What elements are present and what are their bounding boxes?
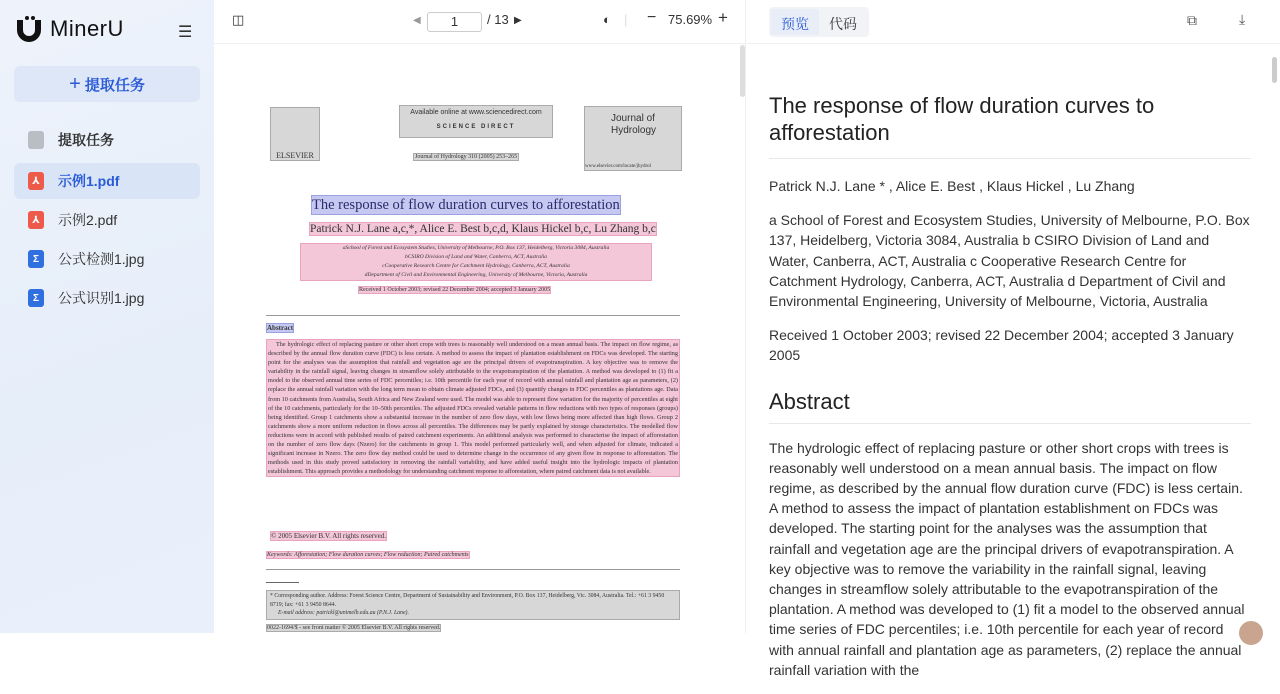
sciencedirect-banner [399, 105, 553, 138]
zoom-out-button[interactable]: − [647, 9, 657, 26]
md-authors: Patrick N.J. Lane * , Alice E. Best , Klaus Hickel , Lu Zhang [769, 178, 1135, 194]
affiliation: aSchool of Forest and Ecosystem Studies, University of Melbourne, P.O. Box 137, Heidelberg, Victoria 3084, Australia [342, 245, 610, 251]
pdf-icon: ⅄ [28, 172, 44, 190]
assistant-avatar[interactable] [1239, 621, 1263, 645]
markdown-viewer [747, 0, 1280, 678]
available-online: Available online at www.sciencedirect.com [410, 109, 542, 116]
sidebar-item-label: 示例2.pdf [58, 212, 118, 228]
sciencedirect-logo: SCIENCE DIRECT [436, 124, 516, 130]
pdf-title-text: The response of flow duration curves to afforestation [312, 197, 620, 213]
toggle-thumbnails-icon[interactable]: ◫ [232, 12, 245, 27]
citation: Journal of Hydrology 310 (2005) 253–265 [415, 154, 518, 160]
sidebar-item-example2[interactable] [14, 202, 200, 238]
logo [14, 14, 124, 44]
journal-logo-text: Journal of Hydrology [611, 113, 657, 136]
footnote-email: E-mail address: patrickl@unimelb.edu.au (P.N.J. Lane). [278, 610, 409, 616]
pdf-scrollbar[interactable] [740, 45, 745, 97]
sidebar-item-tasks[interactable] [14, 122, 200, 158]
mineru-logo-icon [14, 14, 44, 44]
pdf-keywords: Keywords: Afforestation; Flow duration curves; Flow reduction; Paired catchments [267, 552, 469, 558]
zoom-in-button[interactable]: + [718, 8, 728, 27]
formula-image-icon: Σ [28, 250, 44, 268]
pdf-authors: Patrick N.J. Lane a,c,*, Alice E. Best b,c,d, Klaus Hickel b,c, Lu Zhang b,c [310, 223, 656, 235]
md-abstract: The hydrologic effect of replacing pasture or other short crops with trees is reasonably well understood on a mean annual basis. The impact on flow regime, as described by the annual flow duration curve (FDC) is less certain. A method to assess the impact of plantation establishment on FDCs was developed. The starting point for the analyses was the assumption that rainfall and vegetation age are the principal drivers of evapotranspiration. A key objective was to remove the variability in the rainfall signal, leaving changes in streamflow solely attributable to the evapotranspiration of the plantation. A method was developed to (1) fit a model to the observed annual time series of FDC percentiles; i.e. 10th percentile for each year of record with annual rainfall and plantation age as parameters, (2) replace the annual rainfall variation with the [769, 439, 1245, 678]
divider [266, 315, 680, 316]
new-task-label: 提取任务 [84, 76, 145, 94]
next-page-button[interactable]: ▶ [514, 15, 522, 26]
journal-url: www.elsevier.com/locate/jhydrol [585, 164, 652, 169]
markdown-scrollbar[interactable] [1272, 57, 1277, 83]
pdf-title [311, 195, 621, 215]
pdf-abstract-heading: Abstract [267, 324, 294, 332]
affiliation: cCooperative Research Centre for Catchment Hydrology, Canberra, ACT, Australia [382, 263, 570, 269]
sidebar-item-formula-detect[interactable] [14, 241, 200, 277]
collapse-sidebar-icon[interactable]: ☰ [178, 24, 193, 41]
divider: | [624, 12, 628, 27]
formula-image-icon: Σ [28, 289, 44, 307]
sidebar [0, 0, 214, 633]
prev-page-button[interactable]: ◀ [413, 15, 421, 26]
pdf-received: Received 1 October 2003; revised 22 December 2004; accepted 3 January 2005 [359, 287, 551, 293]
tab-preview[interactable]: 预览 [771, 9, 819, 35]
md-title: The response of flow duration curves to afforestation [769, 92, 1251, 159]
pdf-affiliations [300, 243, 652, 281]
total-pages: / 13 [487, 12, 509, 27]
md-abstract-heading: Abstract [769, 388, 1251, 424]
footnote-text: * Corresponding author. Address: Forest Science Centre, Department of Sustainability and Environment, P.O. Box 137, Heidelberg, Vic. 3084, Australia. Tel.: +61 3 9450 8719; fax: +61 3 9450 8644. [270, 593, 665, 608]
task-icon [28, 131, 44, 149]
md-received: Received 1 October 2003; revised 22 December 2004; accepted 3 January 2005 [769, 327, 1234, 364]
affiliation: dDepartment of Civil and Environmental Engineering, University of Melbourne, Victoria, Australia [364, 272, 588, 278]
app-name: MinerU [50, 16, 124, 41]
affiliation: bCSIRO Division of Land and Water, Canberra, ACT, Australia [405, 254, 547, 260]
view-tabs [769, 7, 869, 37]
download-icon[interactable]: ⤓ [1239, 11, 1246, 27]
md-affiliations: a School of Forest and Ecosystem Studies, University of Melbourne, P.O. Box 137, Heidelberg, Victoria 3084, Australia b CSIRO Division of Land and Water, Canberra, ACT, Australia c Cooperative Research Centre for Catchment Hydrology, Canberra, ACT, Australia d Department of Civil and Environmental Engineering, University of Melbourne, Victoria, Australia [769, 212, 1250, 310]
pdf-toolbar [214, 0, 745, 44]
journal-logo [584, 106, 682, 171]
tab-code[interactable]: 代码 [829, 16, 857, 32]
pdf-footnote [266, 590, 680, 620]
divider [266, 569, 680, 570]
pdf-issn: 0022-1694/$ - see front matter © 2005 Elsevier B.V. All rights reserved. [267, 625, 441, 631]
zoom-level: 75.69% [668, 12, 713, 27]
pdf-viewer [214, 0, 746, 633]
image-view-icon[interactable]: ⧉ [1187, 12, 1197, 28]
new-task-button[interactable] [14, 66, 200, 102]
elsevier-logo: ELSEVIER [270, 107, 320, 161]
sidebar-item-label: 提取任务 [58, 132, 114, 148]
plus-icon: + [69, 72, 81, 95]
theme-toggle-icon[interactable]: ◐ [603, 12, 611, 27]
divider [266, 582, 299, 583]
sidebar-item-label: 公式检测1.jpg [58, 251, 145, 267]
sidebar-item-label: 公式识别1.jpg [58, 290, 145, 306]
pdf-copyright: © 2005 Elsevier B.V. All rights reserved. [271, 532, 387, 540]
sidebar-item-label: 示例1.pdf [58, 173, 120, 189]
sidebar-item-formula-recog[interactable] [14, 280, 200, 316]
pdf-abstract: The hydrologic effect of replacing pasture or other short crops with trees is reasonably well understood on a mean annual basis. The impact on flow regime, as described by the annual flow duration curve (FDC) is less certain. A method to assess the impact of plantation establishment on FDCs was developed. The starting point for the analyses was the assumption that rainfall and vegetation age are the principal drivers of evapotranspiration. A key objective was to remove the variability in the rainfall signal, leaving changes in streamflow solely attributable to the evapotranspiration of the plantation. A method was developed to (1) fit a model to the observed annual time series of FDC percentiles; i.e. 10th percentile for each year of record with annual rainfall and plantation age as parameters, (2) replace the annual rainfall variation with the long term mean to obtain climate adjusted FDCs, and (3) quantify changes in FDC percentiles as plantations age. Data from 10 catchments from Australia, South Africa and New Zealand were used. The model was able to represent flow variation for the majority of percentiles at eight of the 10 catchments, particularly for the 10–50th percentiles. The adjusted FDCs revealed variable patterns in flow reductions with two types of responses (groups) being identified. Group 1 catchments show a substantial increase in the number of zero flow days, with low flows being more affected than high flows. Group 2 catchments show a more uniform reduction in flows across all percentiles. The differences may be partly explained by storage characteristics. The modelled flow reductions were in accord with published results of paired catchment experiments. An additional analysis was performed to characterise the impact of afforestation on the number of zero flow days (Nzero) for the catchments in group 1. This model performed particularly well, and when adjusted for climate, indicated a significant increase in Nzero. The zero flow day method could be used to determine change in the occurrence of any given flow in response to afforestation. The methods used in this study proved satisfactory in removing the rainfall variability, and have added useful insight into the hydrologic impacts of plantation establishment. This approach provides a methodology for understanding catchment response to afforestation, where paired catchment data is not available. [266, 339, 680, 477]
sidebar-item-example1[interactable] [14, 163, 200, 199]
markdown-toolbar [747, 0, 1280, 44]
page-input[interactable]: 1 [427, 12, 482, 32]
pdf-icon: ⅄ [28, 211, 44, 229]
markdown-content [769, 92, 1251, 694]
